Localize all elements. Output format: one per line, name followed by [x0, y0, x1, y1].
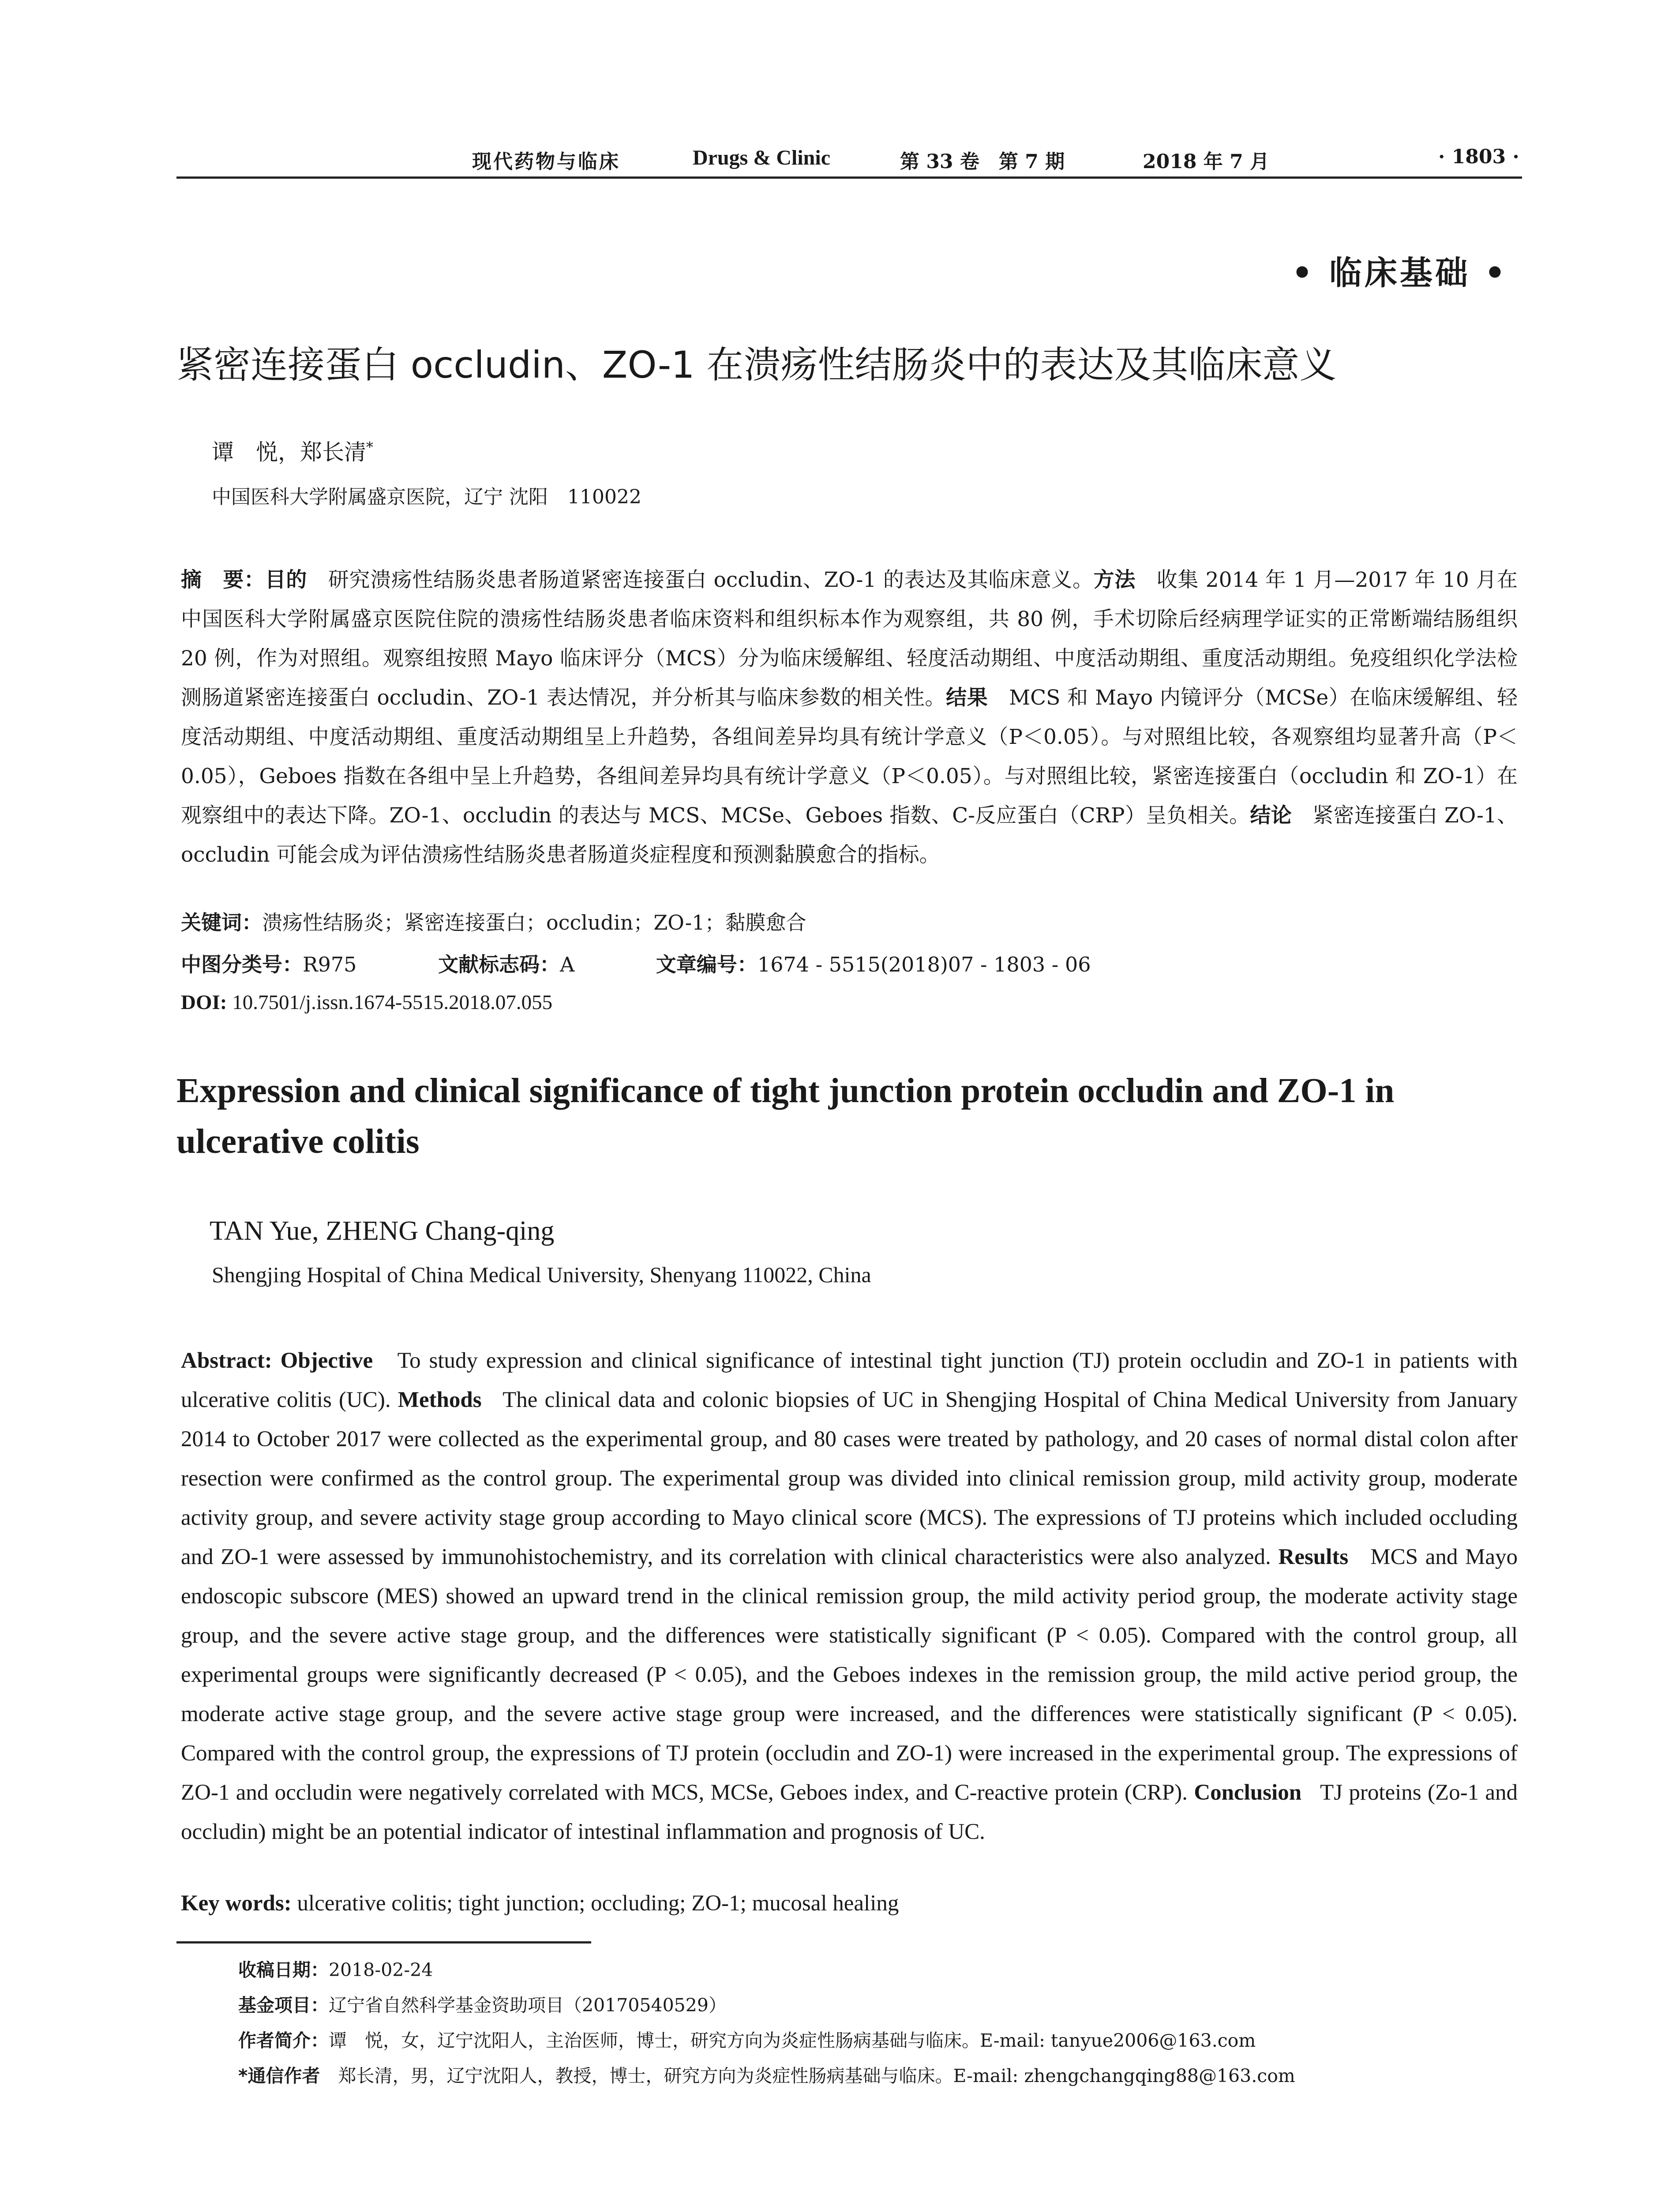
doi-label: DOI: [181, 991, 227, 1014]
journal-name-cn: 现代药物与临床 [472, 150, 620, 173]
keywords-en [181, 1891, 899, 1916]
issue-date: 2018 年 7 月 [1143, 150, 1270, 173]
page-number: · 1803 · [1438, 146, 1519, 168]
results-label-cn: 结果 [946, 686, 988, 710]
classification-row [181, 949, 1166, 978]
affiliation-en: Shengjing Hospital of China Medical University, Shenyang 110022, China [212, 1262, 871, 1287]
objective-label-cn: 目的 [265, 568, 308, 592]
footnote-received [238, 1952, 1295, 1988]
document-code [438, 949, 574, 978]
title-cn: 紧密连接蛋白 occludin、ZO-1 在溃疡性结肠炎中的表达及其临床意义 [176, 343, 1337, 386]
results-text-en: MCS and Mayo endoscopic subscore (MES) showed an upward trend in the clinical remission group, the mild activity period group, the moderate activity stage group, and the severe active stage group, and the differences were statistically significant (P < 0.05). Compared with the control group, all experimental groups were significantly decreased (P < 0.05), and the Geboes indexes in the remission group, the mild active period group, the moderate active stage group, and the severe active stage group were increased, and the differences were statistically significant (P < 0.05). Compared with the control group, the expressions of TJ protein (occludin and ZO-1) were increased in the experimental group. The expressions of ZO-1 and occludin were negatively correlated with MCS, MCSe, Geboes index, and C-reactive protein (CRP). [181, 1545, 1518, 1805]
objective-text-en: To study expression and clinical significance of intestinal tight junction (TJ) protein occludin and ZO-1 in patients with ulcerative colitis (UC). [181, 1348, 1518, 1412]
footnote-author-bio [238, 2023, 1295, 2058]
conclusion-label-en: Conclusion [1194, 1780, 1302, 1805]
document-code-value: A [560, 953, 575, 976]
results-text-cn: MCS 和 Mayo 内镜评分（MCSe）在临床缓解组、轻度活动期组、中度活动期组、重度活动期组呈上升趋势，各组间差异均具有统计学意义（P＜0.05）。与对照组比较，各观察组均显著升高（P＜0.05），Geboes 指数在各组中呈上升趋势，各组间差异均具有统计学意义（P＜0.05）。与对照组比较，紧密连接蛋白（occludin 和 ZO-1）在观察组中的表达下降。ZO-1、occludin 的表达与 MCS、MCSe、Geboes 指数、C-反应蛋白（CRP）呈负相关。 [181, 686, 1518, 828]
footnote-label: 作者简介： [238, 2030, 329, 2051]
abstract-label-cn: 摘 要： [181, 568, 265, 592]
objective-text-cn: 研究溃疡性结肠炎患者肠道紧密连接蛋白 occludin、ZO-1 的表达及其临床意义。 [328, 568, 1094, 592]
corresponding-mark: * [366, 439, 373, 456]
footnote-text: 谭 悦，女，辽宁沈阳人，主治医师，博士，研究方向为炎症性肠病基础与临床。E-mail: tanyue2006@163.com [329, 2030, 1256, 2051]
doi-link[interactable]: 10.7501/j.issn.1674-5515.2018.07.055 [232, 991, 553, 1014]
methods-text-en: The clinical data and colonic biopsies of UC in Shengjing Hospital of China Medical University from January 2014 to October 2017 were collected as the experimental group, and 80 cases were treated by pathology, and 20 cases of normal distal colon after resection were confirmed as the control group. The experimental group was divided into clinical remission group, mild activity group, moderate activity group, and severe activity stage group according to Mayo clinical score (MCS). The expressions of TJ proteins which included occluding and ZO-1 were assessed by immunohistochemistry, and its correlation with clinical characteristics were also analyzed. [181, 1388, 1518, 1569]
clc-number [181, 949, 356, 978]
footnote-label: 收稿日期： [238, 1959, 329, 1981]
results-label-en: Results [1278, 1545, 1349, 1569]
article-id-value: 1674 - 5515(2018)07 - 1803 - 06 [757, 953, 1091, 976]
conclusion-text-en: TJ proteins (Zo-1 and occludin) might be an potential indicator of intestinal inflammation and prognosis of UC. [181, 1780, 1518, 1844]
running-header [176, 146, 1522, 179]
doi-line [181, 990, 552, 1014]
keywords-label-cn: 关键词： [181, 911, 262, 934]
footnote-corresponding [238, 2058, 1295, 2093]
clc-label: 中图分类号： [181, 953, 303, 976]
article-id [656, 949, 1091, 978]
document-code-label: 文献标志码： [438, 953, 560, 976]
abstract-label-en: Abstract: [181, 1348, 272, 1373]
author-names-cn: 谭 悦，郑长清 [212, 439, 366, 465]
objective-label-en: Objective [280, 1348, 373, 1373]
journal-name-en: Drugs & Clinic [693, 146, 830, 169]
keywords-label-en: Key words: [181, 1891, 292, 1916]
footnote-label: 基金项目： [238, 1995, 329, 2016]
footnote-fund [238, 1988, 1295, 2023]
keywords-text-en: ulcerative colitis; tight junction; occluding; ZO-1; mucosal healing [297, 1891, 899, 1916]
clc-value: R975 [303, 953, 357, 976]
footnote-label: *通信作者 [238, 2065, 320, 2086]
methods-label-cn: 方法 [1093, 568, 1136, 592]
conclusion-text-cn: 紧密连接蛋白 ZO-1、occludin 可能会成为评估溃疡性结肠炎患者肠道炎症程度和预测黏膜愈合的指标。 [181, 803, 1518, 867]
authors-en: TAN Yue, ZHENG Chang-qing [210, 1216, 555, 1246]
keywords-text-cn: 溃疡性结肠炎；紧密连接蛋白；occludin；ZO-1；黏膜愈合 [262, 911, 806, 934]
authors-cn [212, 435, 373, 466]
abstract-cn [181, 560, 1518, 874]
footnote-text: 2018-02-24 [329, 1959, 433, 1981]
section-tag: • 临床基础 • [1291, 254, 1508, 292]
conclusion-label-cn: 结论 [1250, 803, 1292, 828]
footnotes [238, 1952, 1295, 2093]
methods-text-cn: 收集 2014 年 1 月—2017 年 10 月在中国医科大学附属盛京医院住院的溃疡性结肠炎患者临床资料和组织标本作为观察组，共 80 例，手术切除后经病理学证实的正常断端结肠组织 20 例，作为对照组。观察组按照 Mayo 临床评分（MCS）分为临床缓解组、轻度活动期组、中度活动期组、重度活动期组。免疫组织化学法检测肠道紧密连接蛋白 occludin、ZO-1 表达情况，并分析其与临床参数的相关性。 [181, 568, 1518, 710]
article-id-label: 文章编号： [656, 953, 758, 976]
footnote-text: 辽宁省自然科学基金资助项目（20170540529） [329, 1995, 727, 2016]
abstract-en [181, 1341, 1518, 1882]
footnote-divider [176, 1941, 591, 1943]
footnote-text: 郑长清，男，辽宁沈阳人，教授，博士，研究方向为炎症性肠病基础与临床。E-mail: zhengchangqing88@163.com [338, 2065, 1295, 2086]
affiliation-cn: 中国医科大学附属盛京医院，辽宁 沈阳 110022 [212, 486, 641, 508]
volume-issue: 第 33 卷 第 7 期 [900, 150, 1065, 173]
keywords-cn [181, 907, 806, 936]
methods-label-en: Methods [398, 1388, 482, 1412]
title-en: Expression and clinical significance of tight junction protein occludin and ZO-1 in ulcerative colitis [176, 1072, 1395, 1161]
